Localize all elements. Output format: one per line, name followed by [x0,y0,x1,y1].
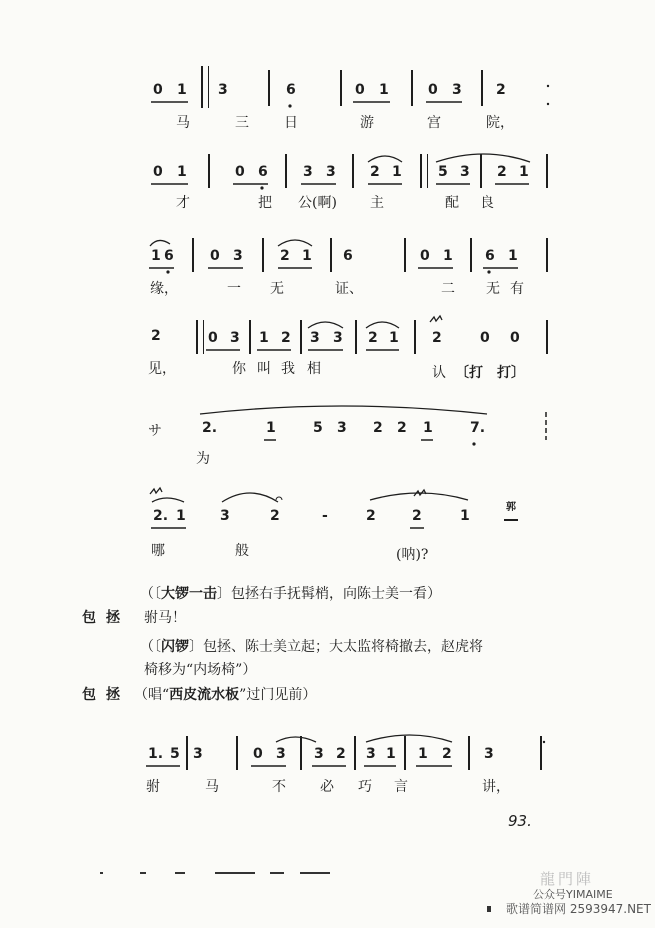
lyric: 主 [370,195,384,211]
lyric: 认 [432,365,446,381]
note: 6 [164,248,174,264]
note: 3 [220,508,230,524]
note-marks [0,244,655,304]
lyric: 驸 [146,779,160,795]
note: 2 [397,420,407,436]
note: 2 [370,164,380,180]
note: 2 [496,82,506,98]
lyric: 良 [480,195,494,211]
note: 1 [177,82,187,98]
scan-noise [487,906,491,912]
note: 3 [333,330,343,346]
note: 0 [253,746,263,762]
paren-open: （唱“ [134,687,170,703]
note: 1 [266,420,276,436]
note: 0 [420,248,430,264]
note: 1 [443,248,453,264]
watermark-logo: 龍門陣 [540,870,595,888]
note: 6 [258,164,268,180]
note: 3 [314,746,324,762]
note: 3 [366,746,376,762]
percussion-cue: 大锣一击 [161,586,217,602]
note: 2 [281,330,291,346]
lyric: 叫 [257,361,271,377]
note: 3 [233,248,243,264]
note: 3 [326,164,336,180]
note: 3 [276,746,286,762]
note: 1 [177,164,187,180]
scan-noise [300,872,330,874]
lyric: 证、 [335,281,363,297]
direction-text: ”过门见前） [239,687,317,703]
direction-text: 〕包拯、陈士美立起；大太监将椅撤去，赵虎将 [189,639,483,655]
note: 3 [460,164,470,180]
note: 2 [336,746,346,762]
stage-direction-2 [140,636,483,656]
scan-noise [270,872,284,874]
lyric: 马 [176,115,190,131]
page-number: 93. [508,812,532,830]
lyric: 三 [235,115,249,131]
speaker-name: 包拯 [82,610,130,626]
note-marks [0,506,655,566]
watermark-site: 公众号YIMAIME [533,888,613,901]
note: 0 [480,330,490,346]
note: 2 [280,248,290,264]
lyric: 无 [486,281,500,297]
lyric: 我 [281,361,295,377]
lyric: 院， [486,115,514,131]
lyric: 哪 [151,543,165,559]
stage-direction-2-cont: 椅移为“内场椅”） [144,662,257,678]
note: 2. [153,508,169,524]
lyric: 你 [232,361,246,377]
note: 0 [210,248,220,264]
note: 3 [303,164,313,180]
note: 3 [452,82,462,98]
note: 6 [485,248,495,264]
note: 6 [286,82,296,98]
note: - [322,508,328,524]
note: 1 [423,420,433,436]
lyric: 马 [205,779,219,795]
note: 0 [428,82,438,98]
note: 0 [153,82,163,98]
note: 0 [153,164,163,180]
spoken-line: 驸马！ [144,610,186,626]
note: 0 [510,330,520,346]
sung-direction [134,684,316,704]
note: 1 [508,248,518,264]
lyric: 无 [270,281,284,297]
note: 1. [148,746,164,762]
speaker-name: 包拯 [82,687,130,703]
direction-text: 〕包拯右手抚髯梢，向陈士美一看） [217,586,441,602]
note: 3 [193,746,203,762]
note: 2 [368,330,378,346]
note: 0 [355,82,365,98]
lyric: 缘， [150,281,178,297]
note: 1 [418,746,428,762]
lyric: 二 [441,281,455,297]
note: 5 [170,746,180,762]
note: 2 [270,508,280,524]
note: 3 [230,330,240,346]
lyric: 讲， [482,779,510,795]
scan-noise [140,872,146,874]
lyric: 日 [284,115,298,131]
note: 1 [389,330,399,346]
lyric: 相 [307,361,321,377]
scan-noise [215,872,255,874]
note: 1 [176,508,186,524]
lyric: 游 [360,115,374,131]
lyric: 般 [235,543,249,559]
aria-type: 西皮流水板 [169,687,240,703]
lyric: 公(啊) [298,195,337,211]
note: 0 [235,164,245,180]
lyric: 言 [394,779,408,795]
lyric: 必 [320,779,334,795]
note: 1 [151,248,161,264]
lyric: 巧 [358,779,372,795]
note: 1 [259,330,269,346]
note: 3 [310,330,320,346]
note: 1 [519,164,529,180]
note: 3 [484,746,494,762]
note: 2. [202,420,218,436]
sanban-mark: サ [148,423,162,439]
note: 0 [208,330,218,346]
note: 2 [366,508,376,524]
watermark-caption: 歌谱简谱网 2593947.NET [506,902,651,916]
lyric: 有 [510,281,524,297]
note: 5 [313,420,323,436]
note-marks [0,76,655,136]
note: 2 [151,328,161,344]
lyric: 为 [196,451,210,467]
percussion-cue: 〔打 打〕 [455,365,525,381]
note-marks [0,418,655,478]
note: 2 [412,508,422,524]
lyric: 一 [227,281,241,297]
lyric: 不 [272,779,286,795]
note-marks [0,328,655,388]
lyric: 才 [176,195,190,211]
note: 6 [343,248,353,264]
scan-noise [175,872,185,874]
lyric: 把 [258,195,272,211]
note: 1 [302,248,312,264]
percussion-cue: 闪锣 [161,639,189,655]
note: 5 [438,164,448,180]
lyric: 配 [445,195,459,211]
note: 2 [432,330,442,346]
lyric: 宫 [427,115,441,131]
note: 7. [470,420,486,436]
note: 3 [218,82,228,98]
paren-open: （〔 [140,586,161,602]
note: 1 [379,82,389,98]
note: 2 [497,164,507,180]
note: 3 [337,420,347,436]
side-mark: 郭 [506,502,516,513]
scan-noise [100,872,103,874]
lyric: 见， [148,361,176,377]
note: 1 [386,746,396,762]
lyric: (呐)? [396,547,429,563]
note: 2 [442,746,452,762]
note: 1 [392,164,402,180]
paren-open: （〔 [140,639,161,655]
note: 2 [373,420,383,436]
note: 1 [460,508,470,524]
stage-direction-1 [140,583,441,603]
